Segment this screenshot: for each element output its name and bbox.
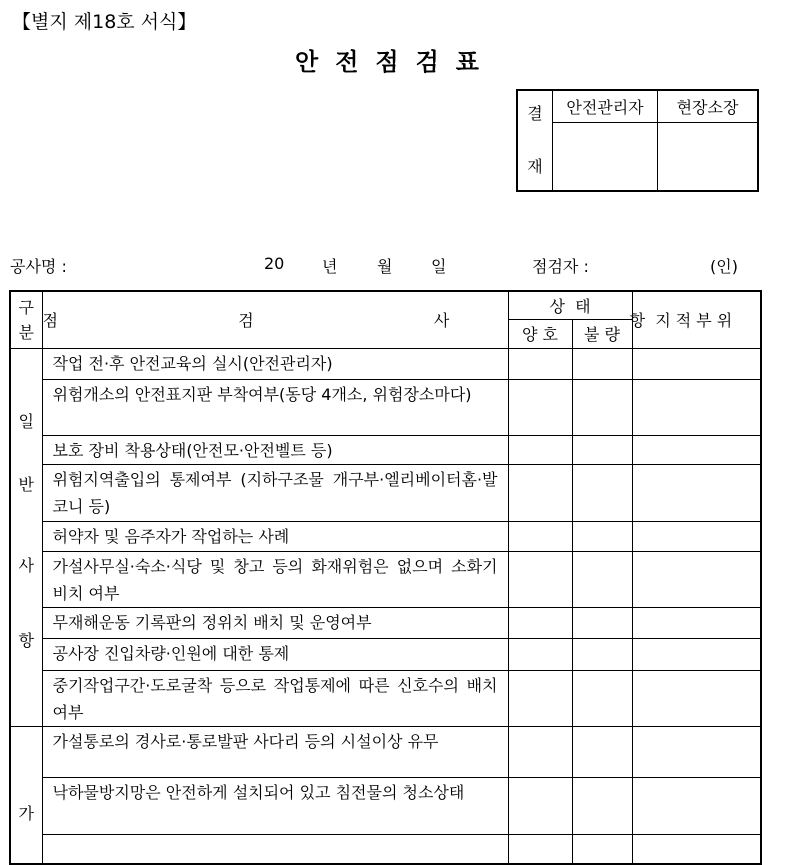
bad-cell[interactable]	[572, 551, 632, 607]
remarks-cell[interactable]	[632, 379, 761, 435]
approval-sign-site-manager[interactable]	[658, 122, 759, 191]
good-cell[interactable]	[508, 777, 572, 834]
approval-box	[516, 89, 759, 192]
check-item: 허약자 및 음주자가 작업하는 사례	[42, 521, 508, 551]
bad-cell[interactable]	[572, 607, 632, 638]
month-label: 월	[377, 257, 393, 276]
good-cell[interactable]	[508, 607, 572, 638]
category-char: 사	[18, 555, 34, 575]
remarks-cell[interactable]	[632, 777, 761, 834]
bad-cell[interactable]	[572, 464, 632, 521]
year-prefix: 20	[264, 254, 285, 273]
header-good: 양 호	[508, 319, 572, 348]
bad-cell[interactable]	[572, 348, 632, 379]
category-char: 일	[18, 411, 34, 431]
remarks-cell[interactable]	[632, 638, 761, 670]
bad-cell[interactable]	[572, 726, 632, 777]
category-char: 항	[18, 630, 34, 650]
year-label: 년	[322, 257, 338, 276]
header-remarks: 지적부위	[632, 291, 761, 348]
check-item: 위험지역출입의 통제여부 (지하구조물 개구부·엘리베이터홈·발코니 등)	[42, 464, 508, 521]
category-char: 반	[18, 474, 34, 494]
check-item: 가설사무실·숙소·식당 및 창고 등의 화재위험은 없으며 소화기 비치 여부	[42, 551, 508, 607]
project-label: 공사명 :	[10, 257, 67, 276]
good-cell[interactable]	[508, 379, 572, 435]
bad-cell[interactable]	[572, 435, 632, 464]
approval-label-top: 결	[527, 104, 543, 123]
remarks-cell[interactable]	[632, 834, 761, 864]
approval-label-bottom: 재	[527, 157, 543, 176]
remarks-cell[interactable]	[632, 551, 761, 607]
category-char: 가	[18, 803, 34, 823]
approval-col-safety-manager: 안전관리자	[553, 90, 658, 122]
bad-cell[interactable]	[572, 834, 632, 864]
check-item: 공사장 진입차량·인원에 대한 통제	[42, 638, 508, 670]
remarks-cell[interactable]	[632, 607, 761, 638]
remarks-cell[interactable]	[632, 670, 761, 726]
remarks-cell[interactable]	[632, 435, 761, 464]
checklist-table	[9, 290, 762, 865]
good-cell[interactable]	[508, 834, 572, 864]
bad-cell[interactable]	[572, 379, 632, 435]
inspector-label: 점검자 :	[532, 257, 589, 276]
check-item: 무재해운동 기록판의 정위치 배치 및 운영여부	[42, 607, 508, 638]
good-cell[interactable]	[508, 726, 572, 777]
category-general	[10, 348, 42, 726]
check-item: 중기작업구간·도로굴착 등으로 작업통제에 따른 신호수의 배치 여부	[42, 670, 508, 726]
approval-side-label	[517, 90, 553, 191]
good-cell[interactable]	[508, 435, 572, 464]
bad-cell[interactable]	[572, 777, 632, 834]
bad-cell[interactable]	[572, 638, 632, 670]
check-item: 작업 전·후 안전교육의 실시(안전관리자)	[42, 348, 508, 379]
good-cell[interactable]	[508, 638, 572, 670]
header-status: 상 태	[508, 291, 632, 319]
bad-cell[interactable]	[572, 521, 632, 551]
approval-sign-safety-manager[interactable]	[553, 122, 658, 191]
day-label: 일	[431, 257, 447, 276]
check-item: 가설통로의 경사로·통로발판 사다리 등의 시설이상 유무	[42, 726, 508, 777]
page-title: 안전점검표	[295, 48, 496, 76]
bad-cell[interactable]	[572, 670, 632, 726]
good-cell[interactable]	[508, 464, 572, 521]
seal-label: (인)	[710, 257, 738, 276]
remarks-cell[interactable]	[632, 726, 761, 777]
good-cell[interactable]	[508, 348, 572, 379]
check-item: 위험개소의 안전표지판 부착여부(동당 4개소, 위험장소마다)	[42, 379, 508, 435]
good-cell[interactable]	[508, 551, 572, 607]
remarks-cell[interactable]	[632, 348, 761, 379]
check-item-cut	[42, 834, 508, 864]
check-item: 보호 장비 착용상태(안전모·안전벨트 등)	[42, 435, 508, 464]
category-temporary	[10, 726, 42, 864]
check-item: 낙하물방지망은 안전하게 설치되어 있고 침전물의 청소상태	[42, 777, 508, 834]
good-cell[interactable]	[508, 670, 572, 726]
form-number: 【별지 제18호 서식】	[12, 11, 197, 33]
header-category: 구분	[10, 291, 42, 348]
remarks-cell[interactable]	[632, 464, 761, 521]
approval-col-site-manager: 현장소장	[658, 90, 759, 122]
good-cell[interactable]	[508, 521, 572, 551]
header-item: 점 검 사 항	[42, 291, 508, 348]
header-bad: 불 량	[572, 319, 632, 348]
remarks-cell[interactable]	[632, 521, 761, 551]
